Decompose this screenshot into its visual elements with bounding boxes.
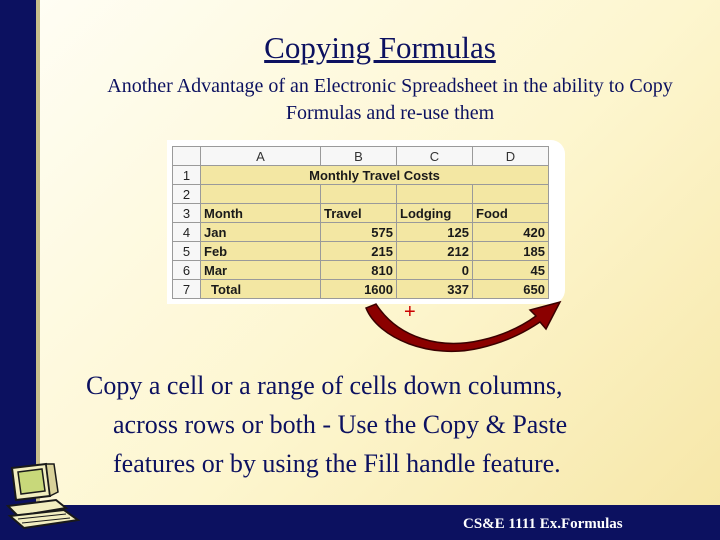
slide-title: Copying Formulas — [264, 30, 496, 65]
month-cell: Feb — [201, 242, 321, 261]
lodging-cell: 0 — [397, 261, 473, 280]
body-paragraph — [86, 366, 686, 483]
header-cell-travel: Travel — [321, 204, 397, 223]
row-number: 2 — [173, 185, 201, 204]
row-number: 7 — [173, 280, 201, 299]
curved-copy-arrow-icon — [360, 296, 570, 358]
body-line: features or by using the Fill handle feature. — [113, 449, 561, 478]
lodging-cell: 125 — [397, 223, 473, 242]
row-number: 4 — [173, 223, 201, 242]
table-row — [173, 223, 549, 242]
left-accent-bar — [0, 0, 36, 540]
food-cell: 45 — [473, 261, 549, 280]
fill-handle-cursor: + — [404, 301, 416, 323]
left-accent-bar-edge — [36, 0, 40, 540]
slide-subtitle: Another Advantage of an Electronic Spreadsheet in the ability to Copy Formulas and re-use them — [107, 75, 673, 124]
food-cell: 185 — [473, 242, 549, 261]
travel-cell: 215 — [321, 242, 397, 261]
travel-cell: 575 — [321, 223, 397, 242]
table-row — [173, 242, 549, 261]
column-header-d: D — [473, 147, 549, 166]
footer-text: CS&E 1111 Ex.Formulas — [463, 516, 623, 532]
month-cell: Jan — [201, 223, 321, 242]
arrow-shape — [366, 302, 560, 351]
corner-cell — [173, 147, 201, 166]
table-row — [173, 166, 549, 185]
column-header-c: C — [397, 147, 473, 166]
row-number: 6 — [173, 261, 201, 280]
column-header-a: A — [201, 147, 321, 166]
body-line: Copy a cell or a range of cells down columns, — [86, 371, 563, 400]
header-cell-lodging: Lodging — [397, 204, 473, 223]
lodging-cell: 212 — [397, 242, 473, 261]
row-number: 1 — [173, 166, 201, 185]
total-food-cell: 650 — [473, 280, 549, 299]
row-number: 3 — [173, 204, 201, 223]
month-cell: Mar — [201, 261, 321, 280]
table-row — [173, 204, 549, 223]
table-row — [173, 185, 549, 204]
header-cell-food: Food — [473, 204, 549, 223]
column-header-b: B — [321, 147, 397, 166]
total-lodging-cell: 337 — [397, 280, 473, 299]
spreadsheet-grid — [172, 146, 549, 299]
cell — [473, 185, 549, 204]
cell — [201, 185, 321, 204]
column-header-row — [173, 147, 549, 166]
row-number: 5 — [173, 242, 201, 261]
header-cell-month: Month — [201, 204, 321, 223]
travel-cell: 810 — [321, 261, 397, 280]
food-cell: 420 — [473, 223, 549, 242]
spreadsheet-image — [167, 140, 565, 304]
total-label-cell: Total — [201, 280, 321, 299]
total-travel-cell: 1600 — [321, 280, 397, 299]
cell — [397, 185, 473, 204]
computer-icon — [4, 462, 80, 532]
table-row — [173, 261, 549, 280]
cell — [321, 185, 397, 204]
body-line: across rows or both - Use the Copy & Paste — [113, 410, 568, 439]
sheet-title-cell: Monthly Travel Costs — [201, 166, 549, 185]
